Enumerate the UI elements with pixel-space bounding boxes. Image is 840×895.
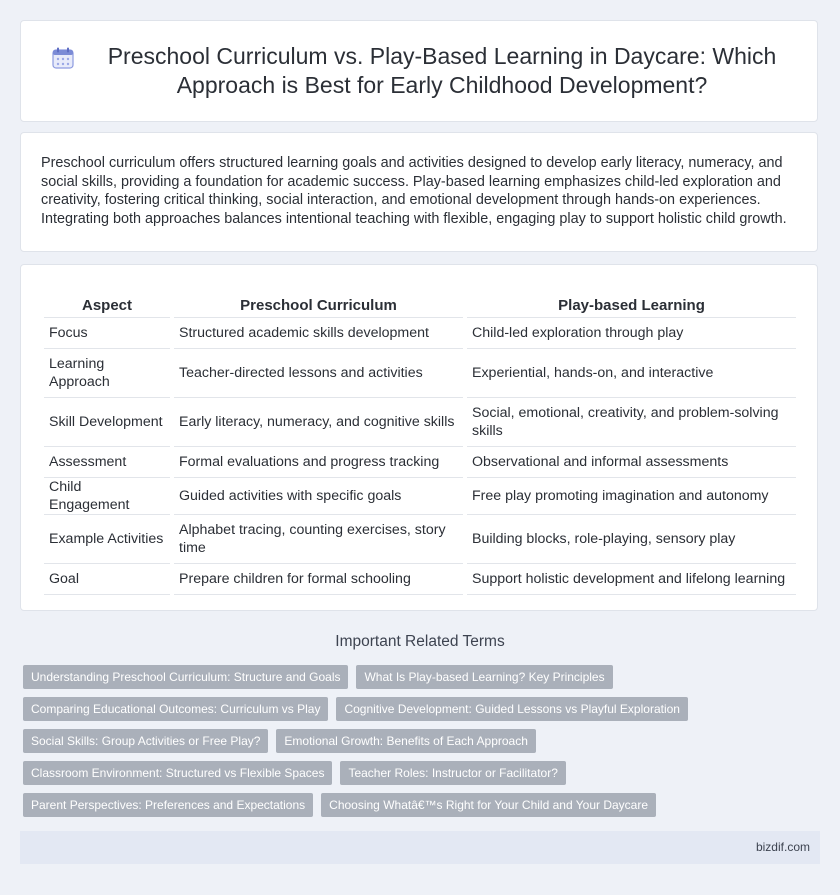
tag-row (23, 729, 536, 753)
row-curriculum-value: Alphabet tracing, counting exercises, story time (172, 515, 465, 564)
table-row (44, 564, 796, 595)
header-play-based-learning: Play-based Learning (465, 293, 796, 318)
intro-card (20, 132, 818, 252)
related-term-tag[interactable]: Cognitive Development: Guided Lessons vs Playful Exploration (336, 697, 688, 721)
row-aspect: Focus (44, 318, 172, 349)
related-terms-heading: Important Related Terms (335, 633, 505, 650)
row-play-value: Social, emotional, creativity, and problem-solving skills (465, 398, 796, 447)
row-aspect: Example Activities (44, 515, 172, 564)
tag-row (23, 761, 566, 785)
row-play-value: Experiential, hands-on, and interactive (465, 349, 796, 398)
row-curriculum-value: Guided activities with specific goals (172, 478, 465, 515)
title-card (20, 20, 818, 122)
table-row (44, 447, 796, 478)
row-play-value: Observational and informal assessments (465, 447, 796, 478)
related-term-tag[interactable]: Social Skills: Group Activities or Free Play? (23, 729, 268, 753)
row-play-value: Support holistic development and lifelong learning (465, 564, 796, 595)
related-term-tag[interactable]: Emotional Growth: Benefits of Each Approach (276, 729, 535, 753)
table-header-row (44, 293, 796, 318)
row-aspect: Skill Development (44, 398, 172, 447)
footer (20, 831, 820, 864)
page-title: Preschool Curriculum vs. Play-Based Learning in Daycare: Which Approach is Best for Early Childhood Development? (107, 43, 777, 98)
row-curriculum-value: Prepare children for formal schooling (172, 564, 465, 595)
related-term-tag[interactable]: Teacher Roles: Instructor or Facilitator? (340, 761, 565, 785)
table-row (44, 318, 796, 349)
table-row (44, 398, 796, 447)
row-aspect: Child Engagement (44, 478, 172, 515)
row-aspect: Assessment (44, 447, 172, 478)
row-aspect: Learning Approach (44, 349, 172, 398)
related-term-tag[interactable]: Classroom Environment: Structured vs Flexible Spaces (23, 761, 332, 785)
related-term-tag[interactable]: Parent Perspectives: Preferences and Expectations (23, 793, 313, 817)
related-term-tag[interactable]: Choosing Whatâ€™s Right for Your Child and Your Daycare (321, 793, 656, 817)
table-row (44, 478, 796, 515)
row-curriculum-value: Formal evaluations and progress tracking (172, 447, 465, 478)
tag-row (23, 665, 613, 689)
row-play-value: Building blocks, role-playing, sensory play (465, 515, 796, 564)
related-term-tag[interactable]: What Is Play-based Learning? Key Principles (356, 665, 612, 689)
header-aspect: Aspect (44, 293, 172, 318)
table-row (44, 515, 796, 564)
header-preschool-curriculum: Preschool Curriculum (172, 293, 465, 318)
related-term-tag[interactable]: Comparing Educational Outcomes: Curriculum vs Play (23, 697, 328, 721)
row-play-value: Free play promoting imagination and autonomy (465, 478, 796, 515)
comparison-table (44, 293, 796, 595)
tag-row (23, 697, 688, 721)
calendar-icon (51, 46, 75, 70)
tag-row (23, 793, 656, 817)
table-row (44, 349, 796, 398)
comparison-table-card (20, 264, 818, 611)
row-curriculum-value: Structured academic skills development (172, 318, 465, 349)
row-play-value: Child-led exploration through play (465, 318, 796, 349)
footer-site-link[interactable]: bizdif.com (755, 840, 810, 854)
row-curriculum-value: Teacher-directed lessons and activities (172, 349, 465, 398)
row-curriculum-value: Early literacy, numeracy, and cognitive skills (172, 398, 465, 447)
row-aspect: Goal (44, 564, 172, 595)
intro-paragraph: Preschool curriculum offers structured learning goals and activities designed to develop early literacy, numeracy, and social skills, providing a foundation for academic success. Play-based learning emphasizes child-led exploration and creativity, fostering critical thinking, social interaction, and emotional development through hands-on experiences. Integrating both approaches balances intentional teaching with flexible, engaging play to support holistic child growth. (41, 155, 787, 227)
related-term-tag[interactable]: Understanding Preschool Curriculum: Structure and Goals (23, 665, 348, 689)
